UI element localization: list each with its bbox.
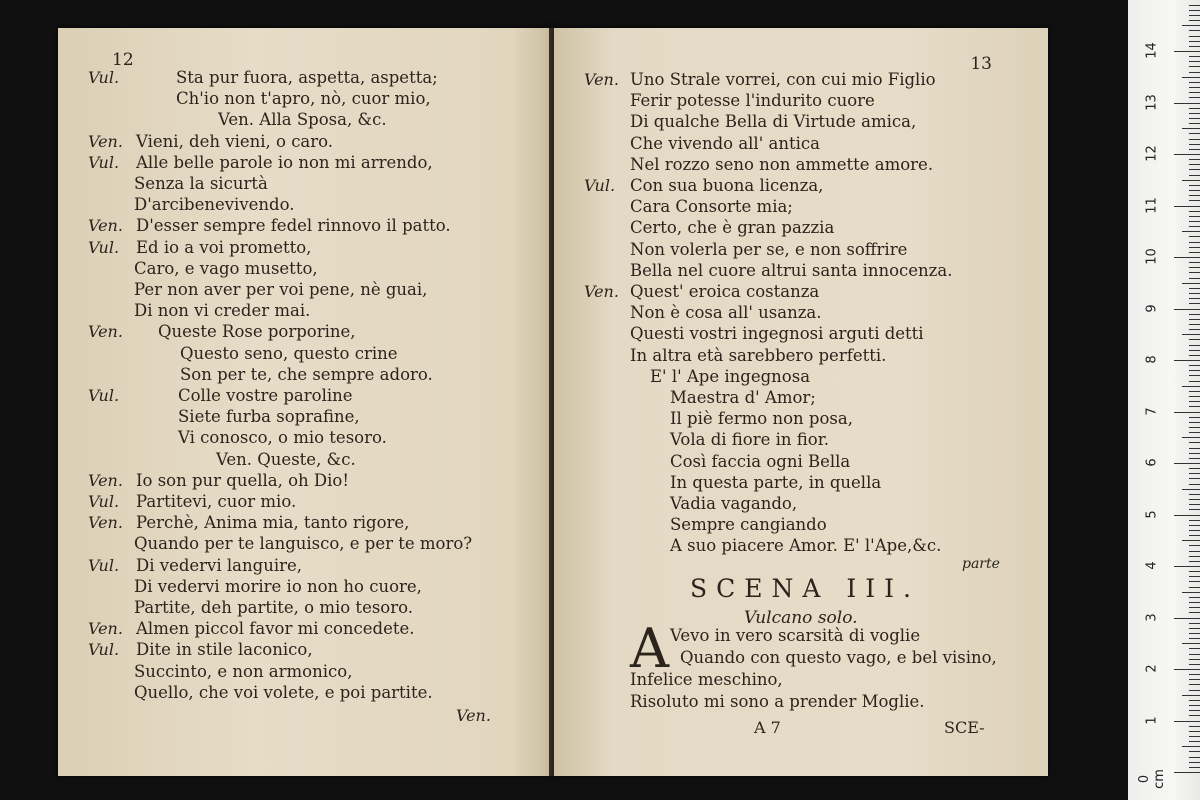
ruler-tick bbox=[1174, 669, 1200, 670]
ruler-tick bbox=[1189, 767, 1200, 768]
ruler-label: 13 bbox=[1144, 93, 1160, 111]
verse-line: Di non vi creder mai. bbox=[134, 301, 311, 321]
ruler-tick bbox=[1189, 525, 1200, 526]
ruler-tick bbox=[1189, 252, 1200, 253]
ruler-tick bbox=[1174, 154, 1200, 155]
speaker-label: Ven. bbox=[88, 470, 123, 490]
ruler-tick bbox=[1189, 262, 1200, 263]
ruler-label: 14 bbox=[1144, 42, 1160, 59]
ruler-tick bbox=[1189, 638, 1200, 639]
ruler-tick bbox=[1182, 283, 1200, 284]
ruler-tick bbox=[1174, 309, 1200, 310]
ruler-tick bbox=[1189, 551, 1200, 552]
ruler-tick bbox=[1174, 257, 1200, 258]
verse-line: Certo, che è gran pazzia bbox=[630, 218, 835, 238]
verse-line: Perchè, Anima mia, tanto rigore, bbox=[136, 513, 410, 533]
verse-line: Ch'io non t'apro, nò, cuor mio, bbox=[176, 89, 431, 109]
ruler-tick bbox=[1182, 540, 1200, 541]
ruler-tick bbox=[1182, 386, 1200, 387]
ruler-tick bbox=[1189, 288, 1200, 289]
ruler-tick bbox=[1189, 391, 1200, 392]
catchword: Ven. bbox=[456, 706, 491, 725]
ruler-tick bbox=[1189, 242, 1200, 243]
verse-line: Partite, deh partite, o mio tesoro. bbox=[134, 598, 414, 617]
verse-line: Senza la sicurtà bbox=[134, 174, 268, 193]
speaker-label: Ven. bbox=[584, 70, 619, 89]
ruler-tick bbox=[1189, 319, 1200, 320]
ruler-tick bbox=[1174, 206, 1200, 207]
verse-line: Quest' eroica costanza bbox=[630, 282, 820, 301]
page-number: 13 bbox=[970, 54, 992, 74]
ruler-tick bbox=[1189, 200, 1200, 201]
ruler-tick bbox=[1189, 751, 1200, 752]
ruler-tick bbox=[1189, 453, 1200, 454]
ruler-tick bbox=[1189, 5, 1200, 6]
ruler-tick bbox=[1189, 175, 1200, 176]
ruler-tick bbox=[1189, 20, 1200, 21]
ruler-label: 6 bbox=[1144, 458, 1160, 467]
ruler-tick bbox=[1189, 448, 1200, 449]
ruler-tick bbox=[1189, 30, 1200, 31]
speaker-label: Ven. bbox=[88, 513, 123, 533]
ruler-tick bbox=[1174, 51, 1200, 52]
ruler-tick bbox=[1189, 169, 1200, 170]
ruler-tick bbox=[1189, 705, 1200, 706]
ruler-tick bbox=[1189, 520, 1200, 521]
verse-line: Uno Strale vorrei, con cui mio Figlio bbox=[630, 70, 936, 89]
verse-line: Nel rozzo seno non ammette amore. bbox=[630, 154, 934, 174]
verse-line: Almen piccol favor mi concedete. bbox=[136, 619, 415, 639]
ruler-tick bbox=[1189, 36, 1200, 37]
verse-line: Questi vostri ingegnosi arguti detti bbox=[630, 324, 924, 344]
verse-line: Dite in stile laconico, bbox=[136, 640, 313, 660]
speaker-label: Vul. bbox=[88, 386, 120, 405]
ruler-tick bbox=[1189, 458, 1200, 459]
ruler-tick bbox=[1189, 442, 1200, 443]
ruler-tick bbox=[1182, 77, 1200, 78]
ruler-tick bbox=[1189, 607, 1200, 608]
signature-mark: A 7 bbox=[754, 718, 781, 737]
speaker-label: Vul. bbox=[88, 152, 120, 172]
ruler-tick bbox=[1189, 726, 1200, 727]
speaker-label: Vul. bbox=[584, 176, 616, 195]
ruler-label: 7 bbox=[1144, 406, 1160, 416]
speaker-label: Ven. bbox=[88, 619, 123, 639]
verse-line: Quello, che voi volete, e poi partite. bbox=[134, 682, 433, 702]
ruler-label: 12 bbox=[1144, 145, 1160, 162]
ruler-tick bbox=[1189, 628, 1200, 629]
ruler-tick bbox=[1174, 515, 1200, 516]
ruler-label: 5 bbox=[1144, 509, 1160, 519]
ruler-tick bbox=[1189, 427, 1200, 428]
speaker-label: Ven. bbox=[88, 322, 123, 342]
verse-line: Alle belle parole io non mi arrendo, bbox=[136, 152, 433, 172]
ruler-label: 1 bbox=[1144, 715, 1160, 725]
ruler-label: 4 bbox=[1144, 561, 1160, 570]
left-page bbox=[58, 28, 550, 776]
verse-line: Partitevi, cuor mio. bbox=[136, 492, 297, 511]
right-page bbox=[554, 28, 1048, 776]
verse-line: Infelice meschino, bbox=[630, 670, 783, 689]
ruler-tick bbox=[1189, 406, 1200, 407]
ruler-tick bbox=[1189, 247, 1200, 248]
scene-subtitle: Vulcano solo. bbox=[744, 608, 858, 628]
ruler-tick bbox=[1189, 535, 1200, 536]
ruler-tick bbox=[1182, 334, 1200, 335]
verse-line: Che vivendo all' antica bbox=[630, 133, 820, 153]
speaker-label: Vul. bbox=[88, 68, 120, 87]
verse-line: Risoluto mi sono a prender Moglie. bbox=[630, 692, 925, 711]
ruler-tick bbox=[1189, 118, 1200, 119]
verse-line: Così faccia ogni Bella bbox=[670, 451, 851, 471]
ruler-tick bbox=[1189, 556, 1200, 557]
ruler-tick bbox=[1189, 324, 1200, 325]
ruler-tick bbox=[1189, 509, 1200, 510]
ruler-label: 3 bbox=[1144, 612, 1160, 622]
verse-line: D'arcibenevivendo. bbox=[134, 195, 295, 215]
verse-line: Siete furba soprafine, bbox=[178, 407, 360, 427]
ruler-tick bbox=[1189, 10, 1200, 11]
exit-note: parte bbox=[962, 556, 1000, 572]
ruler-tick bbox=[1189, 581, 1200, 582]
verse-line: Vevo in vero scarsità di voglie bbox=[670, 626, 921, 645]
verse-line: Ed io a voi prometto, bbox=[136, 237, 312, 257]
ruler-tick bbox=[1189, 679, 1200, 680]
ruler-tick bbox=[1189, 92, 1200, 93]
ruler-tick bbox=[1189, 355, 1200, 356]
ruler-tick bbox=[1189, 159, 1200, 160]
ruler-tick bbox=[1189, 484, 1200, 485]
verse-line: Non è cosa all' usanza. bbox=[630, 303, 822, 323]
verse-line: A suo piacere Amor. E' l'Ape,&c. bbox=[670, 536, 942, 556]
ruler-tick bbox=[1189, 664, 1200, 665]
ruler-tick bbox=[1189, 221, 1200, 222]
speaker-label: Vul. bbox=[88, 640, 120, 660]
verse-line: Ferir potesse l'indurito cuore bbox=[630, 91, 875, 111]
ruler-tick bbox=[1174, 463, 1200, 464]
ruler-tick bbox=[1189, 267, 1200, 268]
ruler-tick bbox=[1189, 381, 1200, 382]
ruler-tick bbox=[1182, 128, 1200, 129]
verse-line: Di vedervi morire io non ho cuore, bbox=[134, 576, 422, 596]
verse-line: Questo seno, questo crine bbox=[180, 343, 398, 363]
ruler-label: 11 bbox=[1144, 196, 1160, 214]
catchword: SCE- bbox=[944, 718, 985, 737]
verse-line: D'esser sempre fedel rinnovo il patto. bbox=[136, 216, 451, 236]
verse-line: Il piè fermo non posa, bbox=[670, 409, 853, 429]
verse-line: Quando con questo vago, e bel visino, bbox=[680, 648, 997, 667]
verse-line: Vadia vagando, bbox=[670, 494, 798, 513]
ruler-tick bbox=[1189, 659, 1200, 660]
ruler-tick bbox=[1189, 144, 1200, 145]
ruler-label: 8 bbox=[1144, 355, 1160, 364]
ruler-tick bbox=[1189, 674, 1200, 675]
page-number: 12 bbox=[112, 50, 134, 70]
ruler-tick bbox=[1189, 478, 1200, 479]
ruler-tick bbox=[1189, 350, 1200, 351]
verse-line: Colle vostre paroline bbox=[178, 386, 353, 405]
ruler-tick bbox=[1189, 473, 1200, 474]
ruler-tick bbox=[1189, 576, 1200, 577]
ruler-tick bbox=[1189, 602, 1200, 603]
scene-heading: SCENA III. bbox=[690, 574, 920, 603]
speaker-label: Ven. bbox=[88, 216, 123, 236]
ruler-tick bbox=[1189, 293, 1200, 294]
ruler-tick bbox=[1189, 468, 1200, 469]
ruler-tick bbox=[1189, 597, 1200, 598]
ruler-tick bbox=[1189, 396, 1200, 397]
ruler-tick bbox=[1189, 211, 1200, 212]
ruler-tick bbox=[1189, 731, 1200, 732]
ruler-tick bbox=[1189, 82, 1200, 83]
verse-line: Di qualche Bella di Virtude amica, bbox=[630, 112, 917, 132]
verse-line: Succinto, e non armonico, bbox=[134, 661, 353, 681]
ruler-tick bbox=[1174, 772, 1200, 773]
ruler-tick bbox=[1189, 108, 1200, 109]
verse-line: Vieni, deh vieni, o caro. bbox=[136, 131, 334, 151]
ruler-tick bbox=[1189, 298, 1200, 299]
ruler-tick bbox=[1189, 123, 1200, 124]
ruler-tick bbox=[1189, 226, 1200, 227]
verse-line: Maestra d' Amor; bbox=[670, 388, 816, 407]
speaker-label: Vul. bbox=[88, 237, 120, 257]
verse-line: Vola di fiore in fior. bbox=[670, 430, 830, 450]
ruler-tick bbox=[1174, 566, 1200, 567]
ruler-tick bbox=[1189, 612, 1200, 613]
verse-line: Di vedervi languire, bbox=[136, 555, 302, 575]
drop-cap: A bbox=[630, 617, 669, 680]
ruler-tick bbox=[1189, 762, 1200, 763]
ruler-tick bbox=[1189, 15, 1200, 16]
verse-line: Queste Rose porporine, bbox=[158, 322, 356, 342]
ruler-label: 0 cm bbox=[1137, 769, 1167, 789]
ruler-tick bbox=[1189, 329, 1200, 330]
ruler-tick bbox=[1189, 741, 1200, 742]
ruler-tick bbox=[1189, 339, 1200, 340]
ruler-tick bbox=[1174, 721, 1200, 722]
ruler-tick bbox=[1189, 375, 1200, 376]
ruler-tick bbox=[1189, 715, 1200, 716]
ruler-tick bbox=[1189, 684, 1200, 685]
ruler-label: 9 bbox=[1144, 303, 1160, 313]
ruler-tick bbox=[1189, 149, 1200, 150]
ruler-tick bbox=[1189, 216, 1200, 217]
ruler-tick bbox=[1189, 72, 1200, 73]
ruler-tick bbox=[1182, 180, 1200, 181]
ruler-tick bbox=[1189, 236, 1200, 237]
ruler-tick bbox=[1189, 623, 1200, 624]
ruler-tick bbox=[1189, 133, 1200, 134]
ruler-tick bbox=[1189, 164, 1200, 165]
ruler-tick bbox=[1189, 190, 1200, 191]
ruler-tick bbox=[1189, 401, 1200, 402]
ruler-tick bbox=[1189, 113, 1200, 114]
ruler-tick bbox=[1189, 185, 1200, 186]
verse-line: Vi conosco, o mio tesoro. bbox=[178, 428, 387, 448]
ruler-tick bbox=[1189, 61, 1200, 62]
verse-line: Io son pur quella, oh Dio! bbox=[136, 470, 350, 490]
verse-line: Per non aver per voi pene, nè guai, bbox=[134, 280, 428, 299]
verse-line: Non volerla per se, e non soffrire bbox=[630, 239, 908, 259]
verse-line: Caro, e vago musetto, bbox=[134, 258, 318, 278]
ruler-tick bbox=[1189, 87, 1200, 88]
verse-line: Bella nel cuore altrui santa innocenza. bbox=[630, 260, 953, 280]
verse-line: Ven. Queste, &c. bbox=[216, 449, 356, 469]
verse-line: Ven. Alla Sposa, &c. bbox=[218, 110, 387, 130]
ruler-tick bbox=[1182, 489, 1200, 490]
ruler-tick bbox=[1189, 504, 1200, 505]
ruler-tick bbox=[1189, 365, 1200, 366]
verse-line: E' l' Ape ingegnosa bbox=[650, 366, 811, 386]
ruler-tick bbox=[1174, 412, 1200, 413]
ruler-tick bbox=[1189, 545, 1200, 546]
ruler-tick bbox=[1189, 654, 1200, 655]
ruler-tick bbox=[1189, 278, 1200, 279]
ruler-tick bbox=[1189, 195, 1200, 196]
ruler-tick bbox=[1189, 417, 1200, 418]
ruler-tick bbox=[1189, 710, 1200, 711]
ruler-tick bbox=[1182, 25, 1200, 26]
ruler-tick bbox=[1189, 314, 1200, 315]
ruler-label: 10 bbox=[1144, 248, 1160, 265]
ruler-tick bbox=[1182, 231, 1200, 232]
ruler-tick bbox=[1174, 103, 1200, 104]
verse-line: Con sua buona licenza, bbox=[630, 176, 824, 195]
ruler-tick bbox=[1174, 360, 1200, 361]
speaker-label: Ven. bbox=[584, 282, 619, 301]
ruler-tick bbox=[1182, 695, 1200, 696]
ruler-tick bbox=[1182, 437, 1200, 438]
verse-line: Sempre cangiando bbox=[670, 515, 827, 535]
ruler-tick bbox=[1189, 370, 1200, 371]
ruler-tick bbox=[1189, 494, 1200, 495]
ruler-tick bbox=[1189, 303, 1200, 304]
ruler-tick bbox=[1189, 499, 1200, 500]
ruler-tick bbox=[1182, 643, 1200, 644]
ruler-tick bbox=[1189, 97, 1200, 98]
ruler-tick bbox=[1182, 746, 1200, 747]
ruler-tick bbox=[1174, 618, 1200, 619]
ruler-tick bbox=[1189, 41, 1200, 42]
ruler-tick bbox=[1189, 571, 1200, 572]
ruler-tick bbox=[1189, 757, 1200, 758]
ruler-tick bbox=[1189, 736, 1200, 737]
ruler-tick bbox=[1189, 633, 1200, 634]
measurement-ruler bbox=[1128, 0, 1200, 800]
ruler-tick bbox=[1189, 690, 1200, 691]
ruler-tick bbox=[1182, 592, 1200, 593]
verse-line: Cara Consorte mia; bbox=[630, 197, 793, 217]
verse-line: Quando per te languisco, e per te moro? bbox=[134, 534, 473, 554]
speaker-label: Vul. bbox=[88, 555, 120, 575]
ruler-tick bbox=[1189, 56, 1200, 57]
speaker-label: Vul. bbox=[88, 492, 120, 511]
verse-line: Son per te, che sempre adoro. bbox=[180, 364, 433, 384]
ruler-tick bbox=[1189, 432, 1200, 433]
verse-line: In questa parte, in quella bbox=[670, 472, 882, 492]
ruler-tick bbox=[1189, 561, 1200, 562]
ruler-tick bbox=[1189, 139, 1200, 140]
ruler-tick bbox=[1189, 700, 1200, 701]
ruler-tick bbox=[1189, 530, 1200, 531]
verse-line: In altra età sarebbero perfetti. bbox=[630, 345, 887, 365]
verse-line: Sta pur fuora, aspetta, aspetta; bbox=[176, 68, 438, 87]
ruler-tick bbox=[1189, 345, 1200, 346]
ruler-tick bbox=[1189, 587, 1200, 588]
ruler-tick bbox=[1189, 422, 1200, 423]
ruler-tick bbox=[1189, 648, 1200, 649]
ruler-tick bbox=[1189, 46, 1200, 47]
speaker-label: Ven. bbox=[88, 131, 123, 151]
ruler-tick bbox=[1189, 66, 1200, 67]
ruler-tick bbox=[1189, 272, 1200, 273]
ruler-label: 2 bbox=[1144, 664, 1160, 673]
